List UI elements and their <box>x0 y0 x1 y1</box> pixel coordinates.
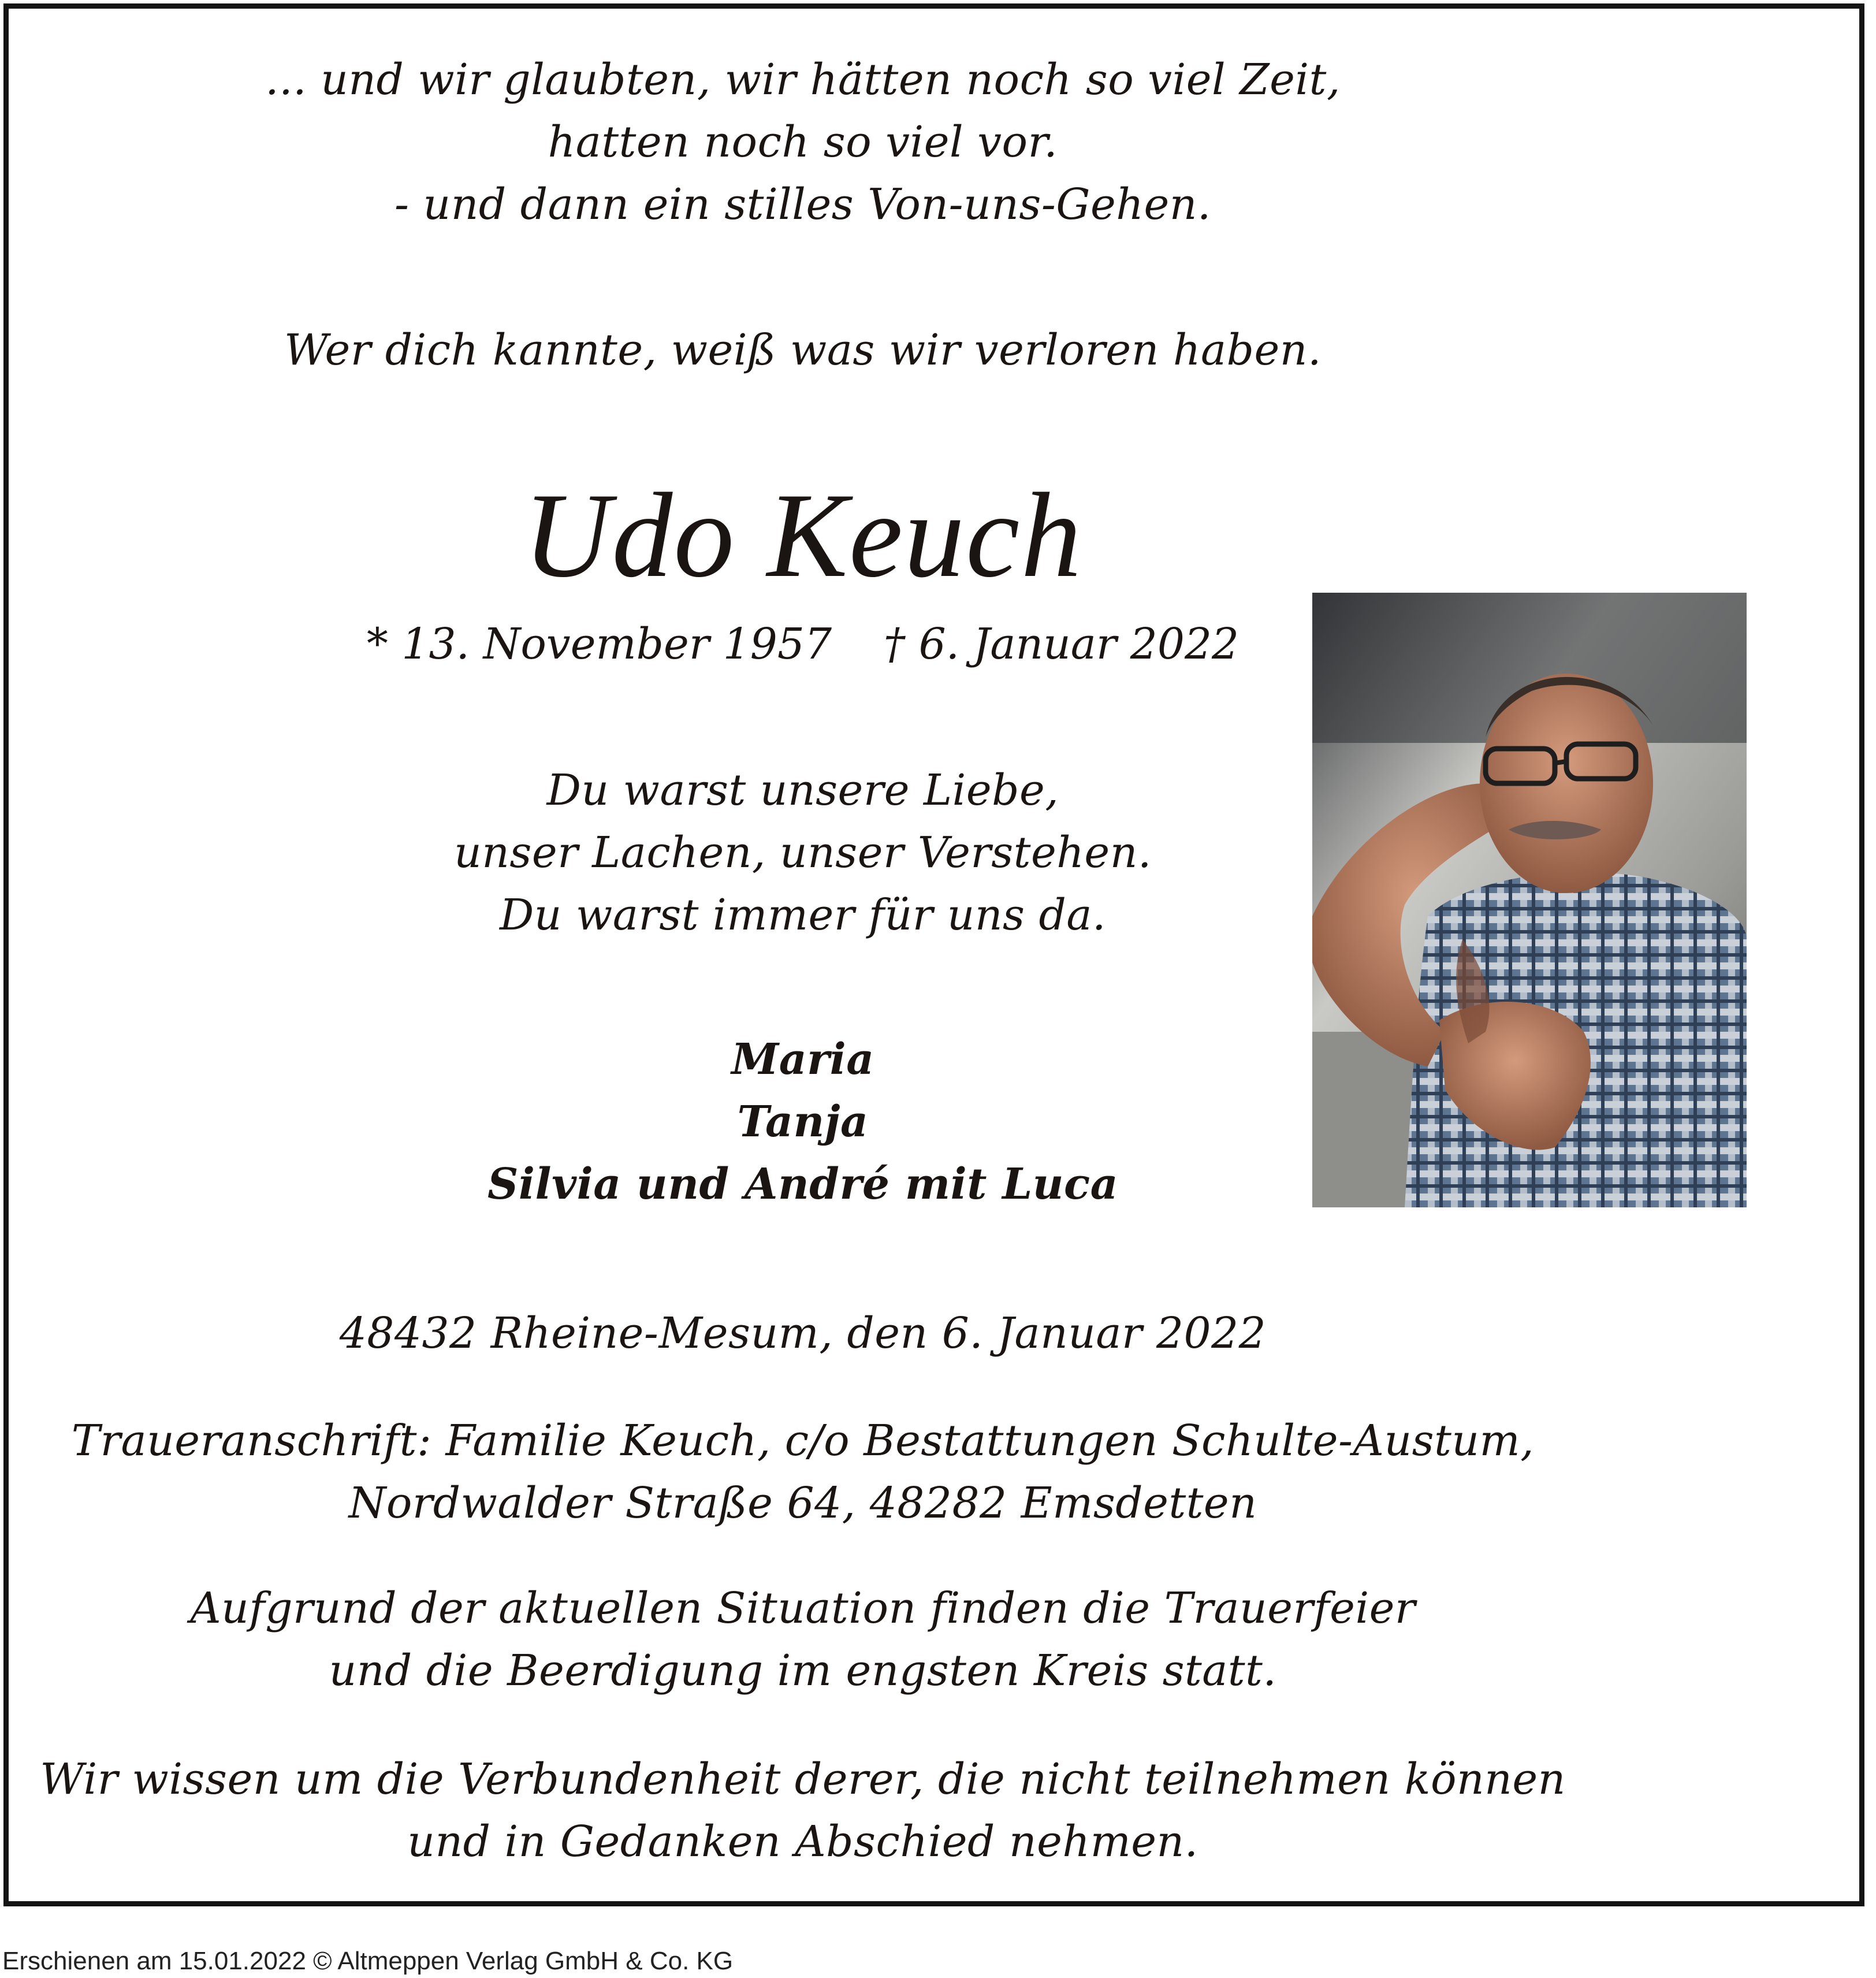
deceased-name: Udo Keuch <box>523 469 1083 603</box>
verse-top-line-1: ... und wir glaubten, wir hätten noch so viel Zeit, <box>265 55 1341 105</box>
place-date: 48432 Rheine-Mesum, den 6. Januar 2022 <box>339 1308 1267 1358</box>
closing-note-line-2: und in Gedanken Abschied nehmen. <box>407 1817 1198 1867</box>
verse-middle-line-3: Du warst immer für uns da. <box>499 890 1107 940</box>
verse-top-line-3: - und dann ein stilles Von-uns-Gehen. <box>394 180 1211 229</box>
birth-date: * 13. November 1957 <box>366 619 832 669</box>
closing-note <box>0 1748 1606 1873</box>
family-member-1: Maria <box>731 1035 874 1084</box>
verse-top <box>0 49 1606 236</box>
verse-second: Wer dich kannte, weiß was wir verloren haben. <box>284 325 1322 375</box>
verse-top-line-2: hatten noch so viel vor. <box>548 117 1058 167</box>
closing-note-line-1: Wir wissen um die Verbundenheit derer, die nicht teilnehmen können <box>40 1754 1566 1804</box>
portrait-photo <box>1312 593 1747 1207</box>
address-line-2: Nordwalder Straße 64, 48282 Emsdetten <box>348 1478 1257 1528</box>
ceremony-note-line-2: und die Beerdigung im engsten Kreis statt. <box>329 1646 1277 1696</box>
ceremony-note <box>0 1577 1606 1702</box>
death-date: † 6. Januar 2022 <box>884 619 1240 669</box>
address-line-1: Traueranschrift: Familie Keuch, c/o Bestattungen Schulte-Austum, <box>71 1416 1535 1466</box>
ceremony-note-line-1: Aufgrund der aktuellen Situation finden die Trauerfeier <box>190 1583 1416 1633</box>
family-member-3: Silvia und André mit Luca <box>487 1159 1119 1209</box>
mourning-address <box>0 1410 1606 1534</box>
verse-middle-line-1: Du warst unsere Liebe, <box>546 765 1059 815</box>
family-member-2: Tanja <box>737 1097 869 1147</box>
verse-middle-line-2: unser Lachen, unser Verstehen. <box>454 828 1152 878</box>
publication-footer: Erschienen am 15.01.2022 © Altmeppen Verlag GmbH & Co. KG <box>2 1947 734 1975</box>
